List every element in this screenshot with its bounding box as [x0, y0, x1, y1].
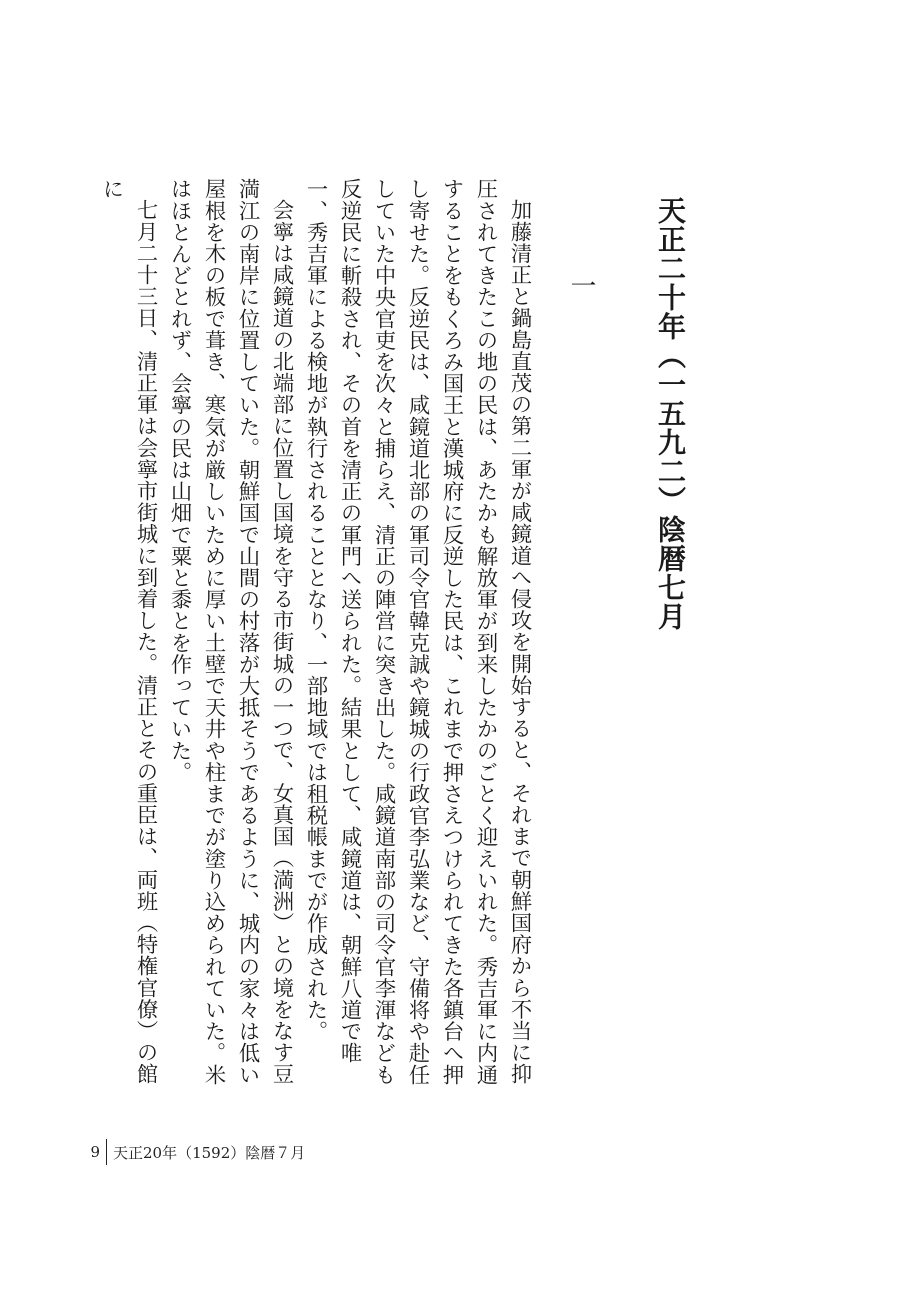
- page-number: 9: [90, 1143, 100, 1161]
- footer-divider: [106, 1139, 107, 1165]
- body-paragraph: 加藤清正と鍋島直茂の第二軍が咸鏡道へ侵攻を開始すると、それまで朝鮮国府から不当に抑圧されてきたこの地の民は、あたかも解放軍が到来したかのごとく迎えいれた。秀吉軍に内通することをもくろみ国王と漢城府に反逆した民は、これまで押さえつけられてきた各鎮台へ押し寄せた。反逆民は、咸鏡道北部の軍司令官韓克誠や鏡城の行政官李弘業など、守備将や赴任していた中央官吏を次々と捕らえ、清正の陣営に突き出した。咸鏡道南部の司令官李渾なども反逆民に斬殺され、その首を清正の軍門へ送られた。結果として、咸鏡道は、朝鮮八道で唯一、秀吉軍による検地が執行されることとなり、一部地域では租税帳までが作成された。: [303, 178, 532, 1086]
- body-paragraph: 会寧は咸鏡道の北端部に位置し国境を守る市街城の一つで、女真国（満洲）との境をなす豆満江の南岸に位置していた。朝鮮国で山間の村落が大抵そうであるように、城内の家々は低い屋根を木の板で葺き、寒気が厳しいために厚い土壁で天井や柱までが塗り込められていた。米はほとんどとれず、会寧の民は山畑で粟と黍とを作っていた。: [167, 178, 294, 1086]
- chapter-title: 天正二十年（一五九二）陰暦七月: [654, 196, 687, 631]
- body-paragraph: 七月二十三日、清正軍は会寧市街城に到着した。清正とその重臣は、両班（特権官僚）の館に: [99, 178, 158, 1085]
- section-number: 一: [566, 272, 596, 298]
- page-footer: [88, 1138, 305, 1166]
- running-head: 天正20年（1592）陰暦７月: [113, 1143, 306, 1162]
- body-text: [99, 178, 536, 1098]
